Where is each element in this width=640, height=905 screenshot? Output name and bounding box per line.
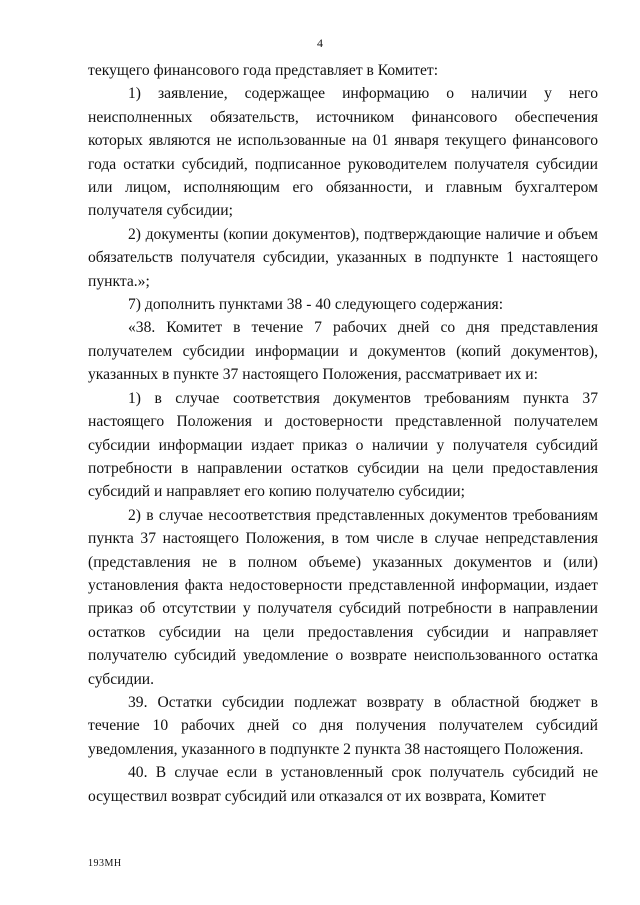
paragraph-point-40: 40. В случае если в установленный срок получатель субсидий не осуществил возврат субсидий или отказался от их возврата, Комитет <box>88 764 598 805</box>
paragraph-point-38-subitem-2: 2) в случае несоответствия представленных документов требованиям пункта 37 настоящего Положения, в том числе в случае непредставления (представления не в полном объеме) указанных документов и (или) установления факта недостоверности представленной информации, издает приказ об отсутствии у получателя субсидий потребности в направлении остатков субсидии на цели предоставления субсидии и направляет получателю субсидий уведомление о возврате неиспользованного остатка субсидии. <box>88 506 598 688</box>
paragraph-point-38-subitem-1: 1) в случае соответствия документов требованиям пункта 37 настоящего Положения и достоверности представленной получателем субсидии информации издает приказ о наличии у получателя субсидий потребности в направлении остатков субсидии на цели предоставления субсидий и направляет его копию получателю субсидии; <box>88 389 598 501</box>
page-number: 4 <box>317 36 323 50</box>
paragraph-subitem-2: 2) документы (копии документов), подтверждающие наличие и объем обязательств получателя субсидии, указанных в подпункте 1 настоящего пункта.»; <box>88 225 598 290</box>
paragraph-item-7: 7) дополнить пунктами 38 - 40 следующего содержания: <box>128 296 504 314</box>
document-code: 193МН <box>88 858 122 869</box>
paragraph-point-39: 39. Остатки субсидии подлежат возврату в областной бюджет в течение 10 рабочих дней со дня получения получателем субсидий уведомления, указанного в подпункте 2 пункта 38 настоящего Положения. <box>88 693 598 758</box>
paragraph-point-38: «38. Комитет в течение 7 рабочих дней со дня представления получателем субсидии информации и документов (копий документов), указанных в пункте 37 настоящего Положения, рассматривает их и: <box>88 319 598 384</box>
paragraph-subitem-1: 1) заявление, содержащее информацию о наличии у него неисполненных обязательств, источником финансового обеспечения которых являются не использованные на 01 января текущего финансового года остатки субсидий, подписанное руководителем получателя субсидии или лицом, исполняющим его обязанности, и главным бухгалтером получателя субсидии; <box>88 85 598 220</box>
paragraph-continuation: текущего финансового года представляет в Комитет: <box>88 62 439 79</box>
document-body <box>88 59 598 808</box>
